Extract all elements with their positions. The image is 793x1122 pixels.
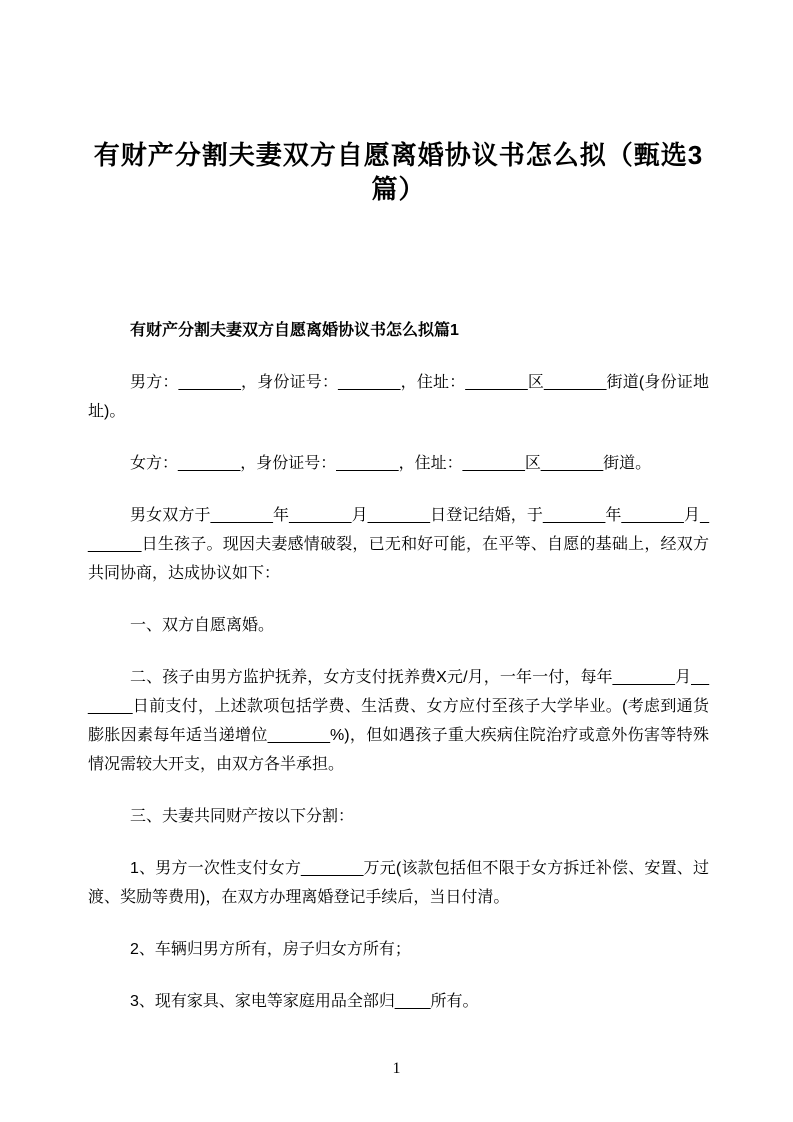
page-number: 1	[392, 1060, 401, 1077]
document-title: 有财产分割夫妻双方自愿离婚协议书怎么拟（甄选3篇）	[93, 140, 704, 204]
section-heading: 有财产分割夫妻双方自愿离婚协议书怎么拟篇1	[130, 322, 459, 339]
paragraph: 3、现有家具、家电等家庭用品全部归____所有。	[130, 993, 479, 1010]
paragraph: 男女双方于_______年_______月_______日登记结婚，于_______年_______月_______日生孩子。现因夫妻感情破裂，已无和好可能，在平等、自愿的基础上，经双方共同协商，达成协议如下：	[88, 507, 709, 582]
paragraph: 三、夫妻共同财产按以下分割：	[130, 808, 355, 825]
paragraph: 男方：_______，身份证号：_______，住址：_______区_______街道(身份证地址)。	[88, 374, 709, 420]
paragraph: 1、男方一次性支付女方_______万元(该款包括但不限于女方拆迁补偿、安置、过渡、奖励等费用)，在双方办理离婚登记手续后，当日付清。	[88, 860, 709, 906]
paragraph: 2、车辆归男方所有，房子归女方所有；	[130, 941, 411, 958]
document-body	[88, 368, 709, 1016]
paragraph: 一、双方自愿离婚。	[130, 617, 275, 634]
paragraph: 女方：_______，身份证号：_______，住址：_______区_______街道。	[130, 455, 652, 472]
paragraph: 二、孩子由男方监护抚养，女方支付抚养费X元/月，一年一付，每年_______月_______日前支付，上述款项包括学费、生活费、女方应付至孩子大学毕业。(考虑到通货膨胀因素每年适当递增位_______%)，但如遇孩子重大疾病住院治疗或意外伤害等特殊情况需较大开支，由双方各半承担。	[88, 669, 709, 773]
